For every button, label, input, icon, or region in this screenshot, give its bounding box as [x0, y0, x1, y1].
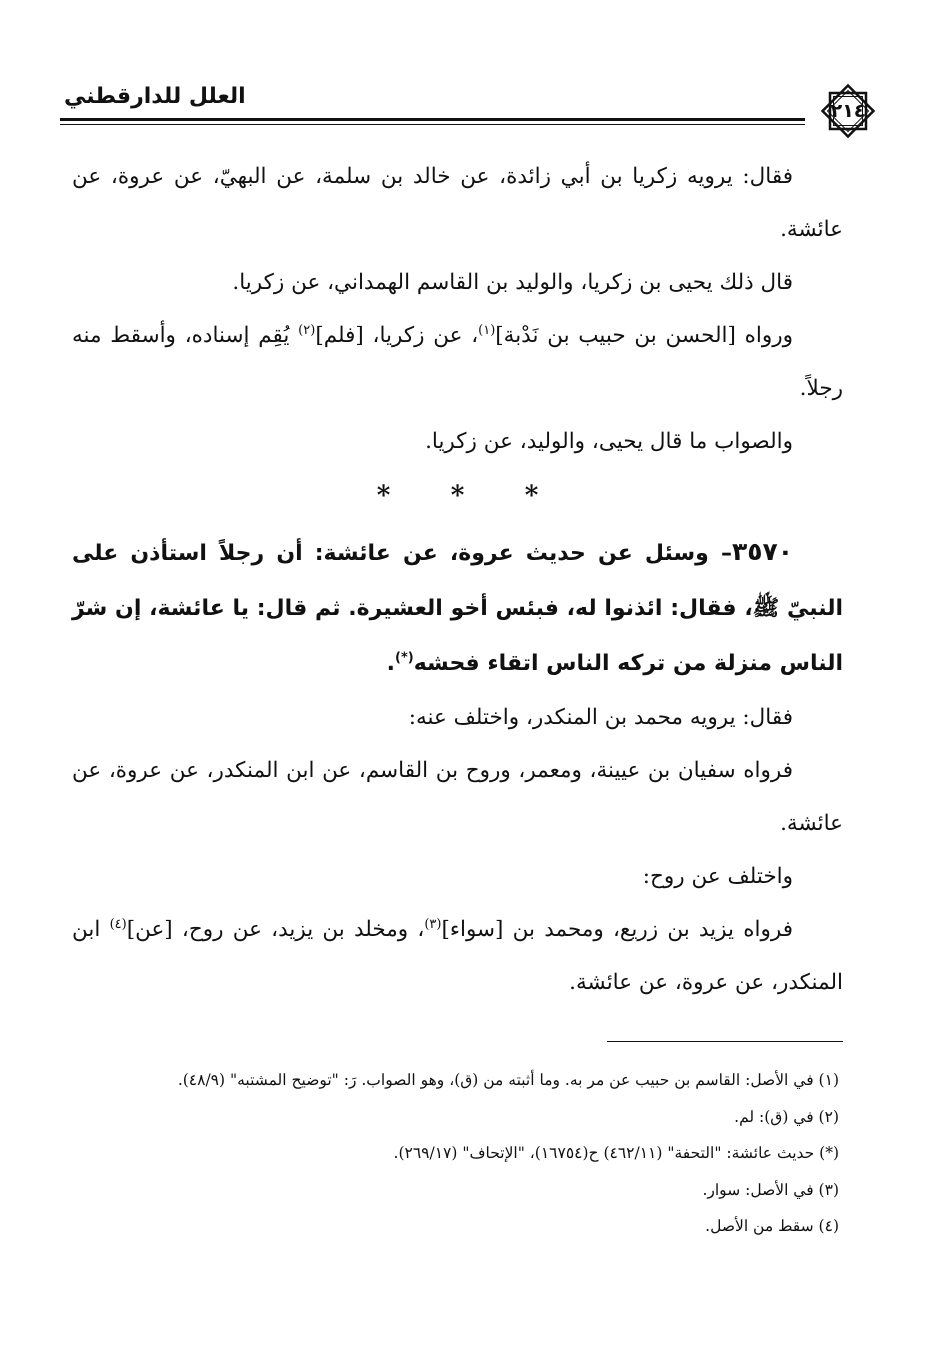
separator-star: *	[524, 481, 539, 511]
paragraph-3-part-c: يُقِم إسناده، وأسقط منه رجلاً.	[72, 323, 843, 401]
footnote-separator	[607, 1041, 843, 1042]
footnote-1: (١) في الأصل: القاسم بن حبيب عن مر به. وما أثبته من (ق)، وهو الصواب. رَ: "توضيح المشتبه" (٤٨/٩).	[177, 1071, 839, 1089]
footnotes	[72, 1062, 839, 1245]
entry-end: .	[386, 651, 396, 676]
paragraph-8	[72, 903, 843, 1009]
paragraph-8-part-c: ابن المنكدر، عن عروة، عن عائشة.	[72, 917, 843, 995]
header-rule-thin	[60, 124, 805, 125]
entry-number: ٣٥٧٠	[731, 537, 793, 566]
footnote-star: (*) حديث عائشة: "التحفة" (٤٦٢/١١) ح(١٦٧٥٤)، "الإتحاف" (٢٦٩/١٧).	[393, 1144, 839, 1162]
page-number-badge	[817, 80, 879, 142]
entry-heading	[72, 524, 843, 691]
separator-star: *	[450, 481, 465, 511]
paragraph-4: والصواب ما قال يحيى، والوليد، عن زكريا.	[425, 429, 793, 454]
footnote-ref-1: (١)	[478, 322, 496, 338]
footnote-ref-3: (٣)	[424, 916, 442, 932]
footnote-ref-star: (*)	[395, 650, 414, 666]
section-separator	[72, 468, 843, 524]
footnote-ref-4: (٤)	[109, 916, 127, 932]
footnote-ref-2: (٢)	[298, 322, 316, 338]
paragraph-8-part-b: ، ومخلد بن يزيد، عن روح، [عن]	[126, 917, 425, 942]
running-title: العلل للدارقطني	[60, 84, 250, 109]
paragraph-6: فرواه سفيان بن عيينة، ومعمر، وروح بن القاسم، عن ابن المنكدر، عن عروة، عن عائشة.	[72, 758, 843, 836]
footnote-2: (٢) في (ق): لم.	[734, 1107, 839, 1126]
footnote-3: (٣) في الأصل: سوار.	[702, 1180, 839, 1199]
main-text	[72, 150, 843, 1009]
paragraph-3-part-b: ، عن زكريا، [فلم]	[315, 323, 479, 348]
separator-star: *	[376, 481, 391, 511]
paragraph-1: فقال: يرويه زكريا بن أبي زائدة، عن خالد بن سلمة، عن البهيّ، عن عروة، عن عائشة.	[72, 164, 843, 242]
footnote-4: (٤) سقط من الأصل.	[705, 1217, 839, 1235]
page-header	[60, 80, 866, 140]
paragraph-2: قال ذلك يحيى بن زكريا، والوليد بن القاسم الهمداني، عن زكريا.	[232, 270, 793, 295]
paragraph-5: فقال: يرويه محمد بن المنكدر، واختلف عنه:	[408, 705, 793, 730]
header-rule	[60, 118, 805, 121]
entry-text: – وسئل عن حديث عروة، عن عائشة: أن رجلاً استأذن على النبيّ ﷺ، فقال: ائذنوا له، فبئس أخو العشيرة. ثم قال: يا عائشة، إن شرّ الناس منزلة من تركه الناس اتقاء فحشه	[72, 541, 843, 676]
paragraph-3-part-a: ورواه [الحسن بن حبيب بن نَدْبة]	[495, 323, 794, 348]
paragraph-8-part-a: فرواه يزيد بن زريع، ومحمد بن [سواء]	[441, 917, 793, 942]
paragraph-7: واختلف عن روح:	[642, 864, 793, 889]
paragraph-3	[72, 309, 843, 415]
page-number: ٢١٤	[830, 100, 866, 122]
